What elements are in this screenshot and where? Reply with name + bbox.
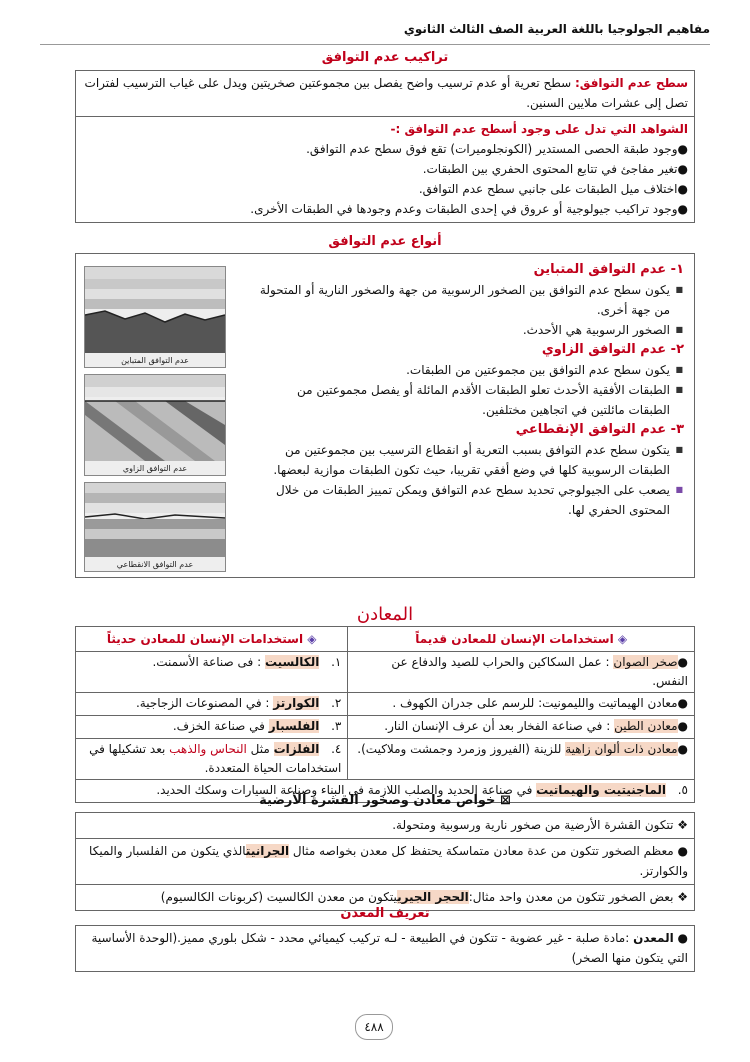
modern-cell: ٢.الكوارتز : في المصنوعات الزجاجية. xyxy=(76,693,348,716)
type-1-title: ١- عدم التوافق المتباين xyxy=(533,262,684,277)
modern-cell: ١.الكالسيت : فى صناعة الأسمنت. xyxy=(76,652,348,693)
grid-icon: ⊠ xyxy=(499,793,511,808)
diagram-caption: عدم التوافق الانقطاعي xyxy=(116,560,194,569)
type-2-title: ٢- عدم التوافق الزاوي xyxy=(541,342,684,357)
property-row: ● معظم الصخور تتكون من عدة معادن متماسكة يحتفظ كل معدن بخواصه مثال الجرانيتالذي يتكون من الفلسبار والميكا والكوارتز. xyxy=(76,839,694,885)
type-3-title: ٣- عدم التوافق الإنقطاعي xyxy=(515,422,684,437)
property-row: ❖ تتكون القشرة الأرضية من صخور نارية ورسوبية ومتحولة. xyxy=(76,813,694,839)
header-title: مفاهيم الجولوجيا باللغة العربية الصف الثالث الثانوي xyxy=(403,22,710,36)
evidence-item: ●وجود تراكيب جيولوجية أو عروق في إحدى الطبقات وعدم وجودها في الطبقات الأخرى. xyxy=(250,202,688,216)
ancient-cell: ●معادن ذات ألوان زاهية للزينة (الفيروز وزمرد وجمشت وملاكيت). xyxy=(348,739,695,780)
page-number: ٤٨٨ xyxy=(355,1014,393,1040)
minerals-uses-table xyxy=(75,626,695,803)
type-3-item: ■ يصعب على الجيولوجي تحديد سطح عدم التوافق ويمكن تمييز الطبقات من خلال المحتوى الحفري لها. xyxy=(254,480,670,520)
property-row: ❖ بعض الصخور تتكون من معدن واحد مثال:الحجر الجيرييتكون من معدن الكالسيت (كربونات الكالسيوم) xyxy=(160,890,688,904)
diamond-icon: ◈ xyxy=(617,632,628,646)
angular-illustration xyxy=(85,375,225,475)
type-2-item: ■ يكون سطح عدم التوافق بين مجموعتين من الطبقات. xyxy=(254,360,670,380)
evidence-title: الشواهد التي تدل على وجود أسطح عدم التوافق :- xyxy=(390,122,688,136)
type-2-item: ■ الطبقات الأفقية الأحدث تعلو الطبقات الأقدم المائلة أو يفصل مجموعتين من الطبقات مائلتين في اتجاهين مختلفين. xyxy=(254,380,670,420)
page-header xyxy=(40,22,710,45)
disconformity-diagram xyxy=(84,482,226,572)
nonconformity-illustration xyxy=(85,267,225,367)
types-text xyxy=(254,260,684,520)
table-row xyxy=(76,716,695,739)
properties-box xyxy=(75,812,695,911)
type-1-item: ■ يكون سطح عدم التوافق بين الصخور الرسوبية من جهة والصخور النارية أو المتحولة من جهة أخرى. xyxy=(254,280,670,320)
modern-cell: ٣.الفلسبار في صناعة الخزف. xyxy=(76,716,348,739)
type-1-item: ■ الصخور الرسوبية هي الأحدث. xyxy=(254,320,670,340)
unconformity-box xyxy=(75,70,695,223)
definition-row: ● المعدن :مادة صلبة - غير عضوية - تتكون في الطبيعة - لـه تركيب كيميائي محدد - شكل بلوري مميز.(الوحدة الأساسية التي يتكون منها الصخر) xyxy=(91,931,688,965)
mineral-definition-box xyxy=(75,925,695,972)
diagram-caption: عدم التوافق المتباين xyxy=(121,356,189,365)
definition-text: سطح تعرية أو عدم ترسيب واضح يفصل بين مجموعتين صخريتين ويدل على غياب الترسيب لفترات تصل إلى عشرات ملايين السنين. xyxy=(84,76,688,110)
disconformity-illustration xyxy=(85,483,225,571)
definition-term: سطح عدم التوافق: xyxy=(574,76,688,90)
full-row-cell: ٥.الماجنيتيت والهيماتيت في صناعة الحديد والصلب اللازمة في البناء وصناعة السيارات وسكك الحديد. xyxy=(76,780,695,803)
type-3-item: ■ يتكون سطح عدم التوافق بسبب التعرية أو انقطاع الترسيب بين مجموعتين من الطبقات الرسوبية كلها في وضع أفقي تقريبا، حيث تكون الطبقات موازية لبعضها. xyxy=(254,440,670,480)
angular-diagram xyxy=(84,374,226,476)
section-title-types: أنواع عدم التوافق xyxy=(328,234,442,249)
col-modern-header: ◈ استخدامات الإنسان للمعادن حديثاً xyxy=(76,627,348,652)
table-row xyxy=(76,652,695,693)
unconformity-types-box xyxy=(75,253,695,578)
definition-row xyxy=(76,71,694,117)
diagram-caption: عدم التوافق الزاوي xyxy=(122,464,188,473)
evidence-row xyxy=(76,117,694,222)
nonconformity-diagram xyxy=(84,266,226,368)
table-row xyxy=(76,739,695,780)
section-title-unconformity: تراكيب عدم التوافق xyxy=(321,50,449,65)
evidence-item: ●وجود طبقة الحصى المستدير (الكونجلوميرات) تقع فوق سطح عدم التوافق. xyxy=(306,142,688,156)
evidence-item: ●تغير مفاجئ في تتابع المحتوى الحفري بين الطبقات. xyxy=(422,162,688,176)
col-ancient-header: ◈ استخدامات الإنسان للمعادن قديماً xyxy=(348,627,695,652)
section-title-properties: ⊠ خواص معادن وصخور القشرة الأرضية xyxy=(259,793,511,808)
section-title-definition: تعريف المعدن xyxy=(340,906,430,921)
table-row xyxy=(76,693,695,716)
ancient-cell: ●معادن الهيماتيت والليمونيت: للرسم على جدران الكهوف . xyxy=(348,693,695,716)
modern-cell: ٤.الفلزات مثل النحاس والذهب بعد تشكيلها في استخدامات الحياة المتعددة. xyxy=(76,739,348,780)
section-title-minerals: المعادن xyxy=(356,604,414,625)
ancient-cell: ●صخر الصوان : عمل السكاكين والحراب للصيد والدفاع عن النفس. xyxy=(348,652,695,693)
diamond-icon: ◈ xyxy=(307,632,317,646)
evidence-item: ●اختلاف ميل الطبقات على جانبي سطح عدم التوافق. xyxy=(418,182,688,196)
ancient-cell: ●معادن الطين : في صناعة الفخار بعد أن عرف الإنسان النار. xyxy=(348,716,695,739)
